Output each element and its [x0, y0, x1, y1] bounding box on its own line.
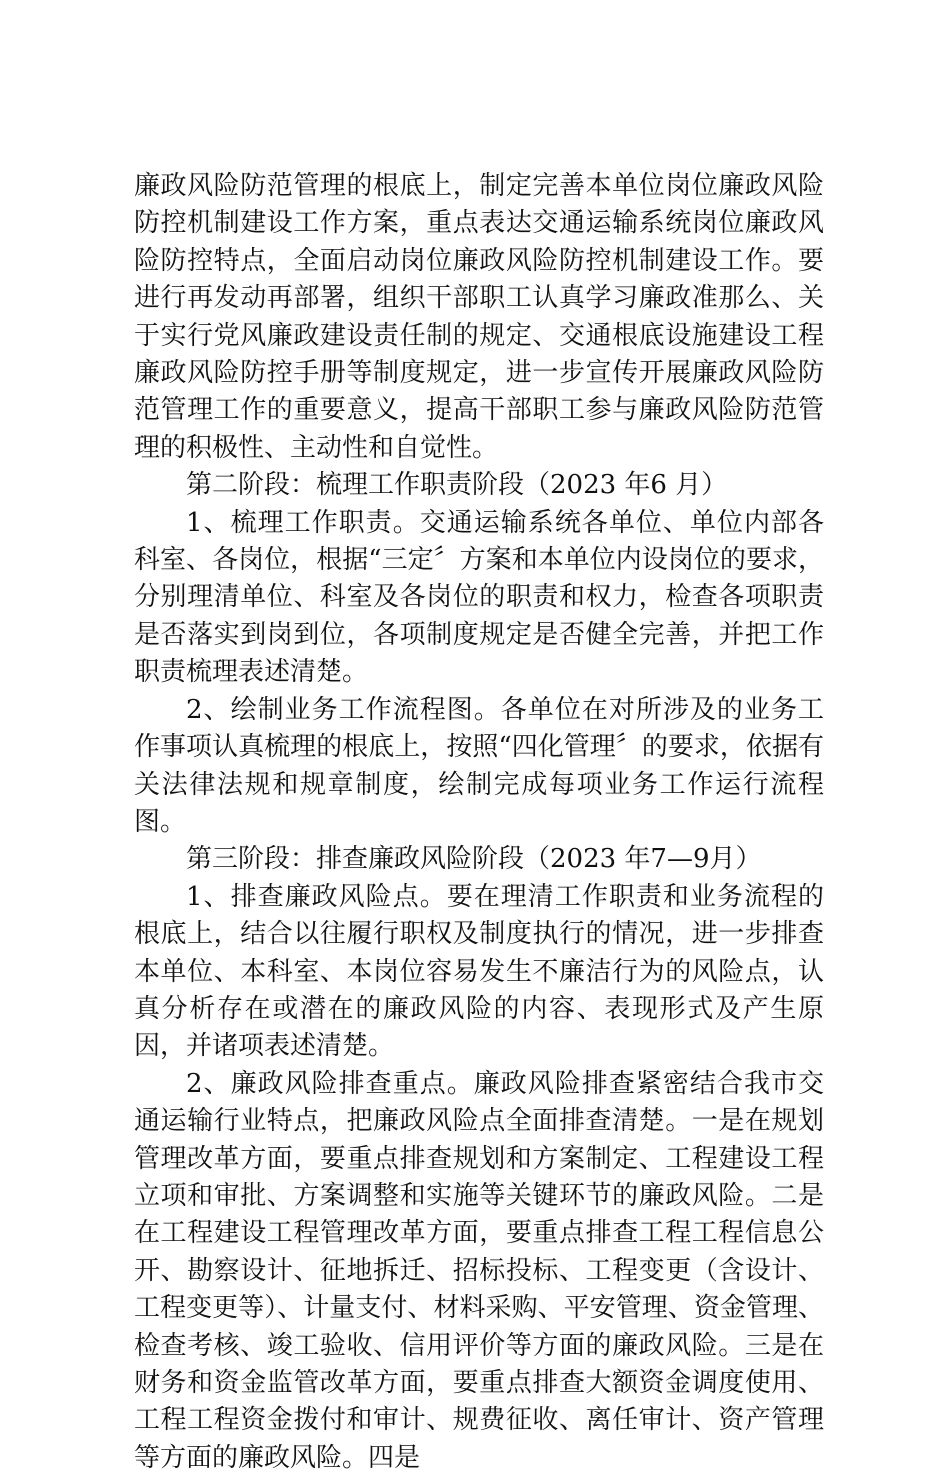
paragraph-stage-one-continuation: 廉政风险防范管理的根底上，制定完善本单位岗位廉政风险防控机制建设工作方案，重点表达交通运输系统岗位廉政风险防控特点，全面启动岗位廉政风险防控机制建设工作。要进行再发动再部署，组织干部职工认真学习廉政准那么、关于实行党风廉政建设责任制的规定、交通根底设施建设工程廉政风险防控手册等制度规定，进一步宣传开展廉政风险防范管理工作的重要意义，提高干部职工参与廉政风险防范管理的积极性、主动性和自觉性。 [134, 171, 824, 463]
paragraph-sort-duties: 1、梳理工作职责。交通运输系统各单位、单位内部各科室、各岗位，根据“三定〞方案和本单位内设岗位的要求，分别理清单位、科室及各岗位的职责和权力，检查各项职责是否落实到岗到位，各项制度规定是否健全完善，并把工作职责梳理表述清楚。 [134, 507, 824, 688]
paragraph-draw-flowchart: 2、绘制业务工作流程图。各单位在对所涉及的业务工作事项认真梳理的根底上，按照“四化管理〞的要求，依据有关法律法规和规章制度，绘制完成每项业务工作运行流程图。 [134, 694, 824, 837]
document-body [134, 168, 824, 1477]
heading-stage-three: 第三阶段：排查廉政风险阶段（2023 年7—9月） [186, 844, 762, 875]
heading-stage-two: 第二阶段：梳理工作职责阶段（2023 年6 月） [186, 470, 728, 501]
paragraph-check-risk-points: 1、排查廉政风险点。要在理清工作职责和业务流程的根底上，结合以往履行职权及制度执行的情况，进一步排查本单位、本科室、本岗位容易发生不廉洁行为的风险点，认真分析存在或潜在的廉政风险的内容、表现形式及产生原因，并诸项表述清楚。 [134, 881, 824, 1062]
paragraph-risk-check-focus: 2、廉政风险排查重点。廉政风险排查紧密结合我市交通运输行业特点，把廉政风险点全面排查清楚。一是在规划管理改革方面，要重点排查规划和方案制定、工程建设工程立项和审批、方案调整和实施等关键环节的廉政风险。二是在工程建设工程管理改革方面，要重点排查工程工程信息公开、勘察设计、征地拆迁、招标投标、工程变更（含设计、工程变更等）、计量支付、材料采购、平安管理、资金管理、检查考核、竣工验收、信用评价等方面的廉政风险。三是在财务和资金监管改革方面，要重点排查大额资金调度使用、工程工程资金拨付和审计、规费征收、离任审计、资产管理等方面的廉政风险。四是 [134, 1068, 824, 1473]
